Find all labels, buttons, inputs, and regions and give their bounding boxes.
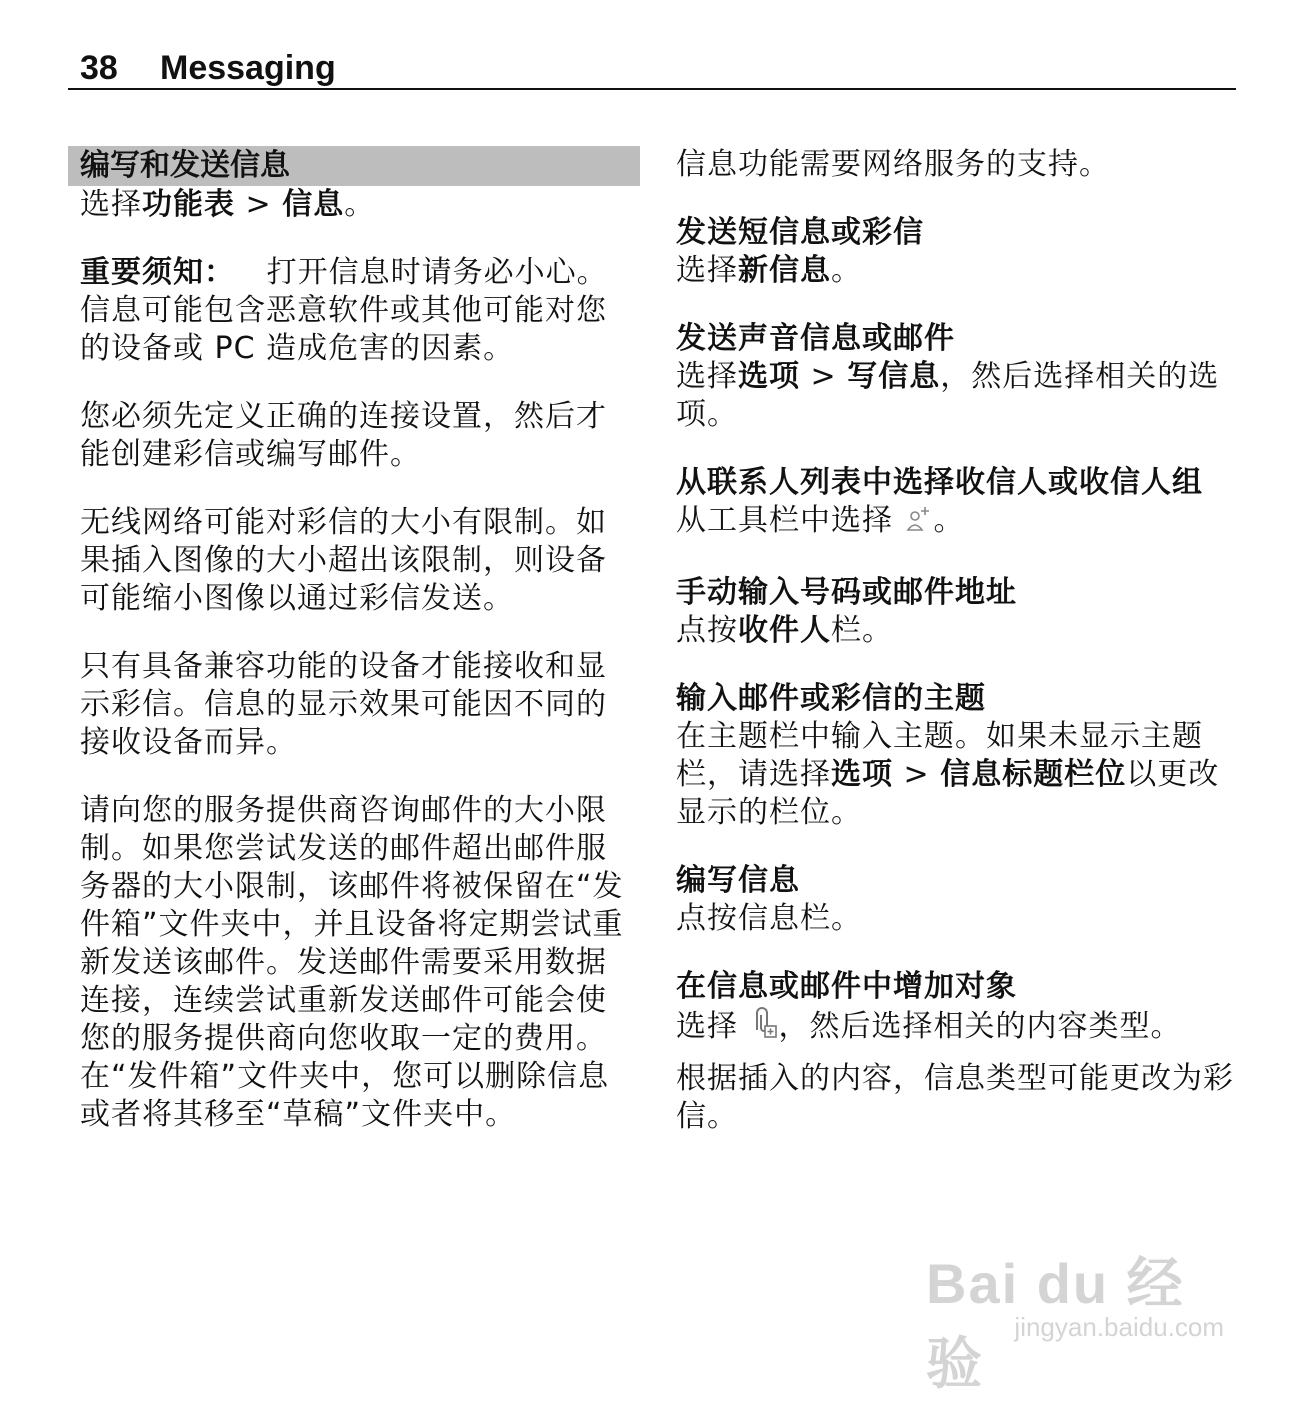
- subheading: 在信息或邮件中增加对象: [676, 969, 1017, 1004]
- section-title: 编写和发送信息: [68, 146, 640, 186]
- paragraph: 只有具备兼容功能的设备才能接收和显示彩信。信息的显示效果可能因不同的接收设备而异。: [80, 649, 607, 760]
- instruction: 点按信息栏。: [676, 901, 862, 936]
- instruction: 在主题栏中输入主题。如果未显示主题栏，请选择选项 > 信息标题栏位以更改显示的栏位。: [676, 719, 1220, 830]
- right-column: [676, 146, 1236, 1136]
- left-column: [68, 146, 640, 1134]
- baidu-watermark: [926, 1230, 1226, 1395]
- paragraph: 您必须先定义正确的连接设置，然后才能创建彩信或编写邮件。: [80, 399, 607, 472]
- menu-path: 选择功能表 > 信息。: [80, 187, 376, 222]
- subheading: 发送短信息或彩信: [676, 215, 924, 250]
- subheading: 编写信息: [676, 863, 800, 898]
- add-contact-icon: [904, 504, 934, 544]
- subheading: 手动输入号码或邮件地址: [676, 575, 1017, 610]
- subheading: 发送声音信息或邮件: [676, 321, 955, 356]
- menu-label: 功能表: [142, 187, 235, 222]
- instruction: 点按收件人栏。: [676, 613, 893, 648]
- paragraph: 请向您的服务提供商咨询邮件的大小限制。如果您尝试发送的邮件超出邮件服务器的大小限制，该邮件将被保留在“发件箱”文件夹中，并且设备将定期尝试重新发送该邮件。发送邮件需要采用数据连接，连续尝试重新发送邮件可能会使您的服务提供商向您收取一定的费用。在“发件箱”文件夹中，您可以删除信息或者将其移至“草稿”文件夹中。: [80, 793, 624, 1132]
- attachment-icon: [749, 1006, 779, 1050]
- page-header: [68, 44, 1236, 90]
- instruction: 选择选项 > 写信息，然后选择相关的选项。: [676, 359, 1220, 432]
- menu-item-label: 信息: [282, 187, 345, 222]
- important-note: 重要须知： 打开信息时请务必小心。信息可能包含恶意软件或其他可能对您的设备或 PC 造成危害的因素。: [80, 255, 608, 366]
- baidu-logo: Bai du 经验: [926, 1252, 1185, 1395]
- important-label: 重要须知：: [80, 255, 235, 290]
- note-text: 根据插入的内容，信息类型可能更改为彩信。: [676, 1061, 1234, 1134]
- chapter-title: Messaging: [160, 49, 336, 87]
- intro-text: 信息功能需要网络服务的支持。: [676, 147, 1110, 182]
- subheading: 从联系人列表中选择收信人或收信人组: [676, 465, 1203, 500]
- subheading: 输入邮件或彩信的主题: [676, 681, 986, 716]
- instruction: 选择 ，然后选择相关的内容类型。: [676, 1006, 1236, 1050]
- instruction: 从工具栏中选择 。: [676, 502, 1236, 544]
- instruction: 选择新信息。: [676, 253, 862, 288]
- watermark-url: jingyan.baidu.com: [1014, 1312, 1224, 1342]
- page-number: 38: [80, 49, 118, 87]
- paragraph: 无线网络可能对彩信的大小有限制。如果插入图像的大小超出该限制，则设备可能缩小图像以通过彩信发送。: [80, 505, 607, 616]
